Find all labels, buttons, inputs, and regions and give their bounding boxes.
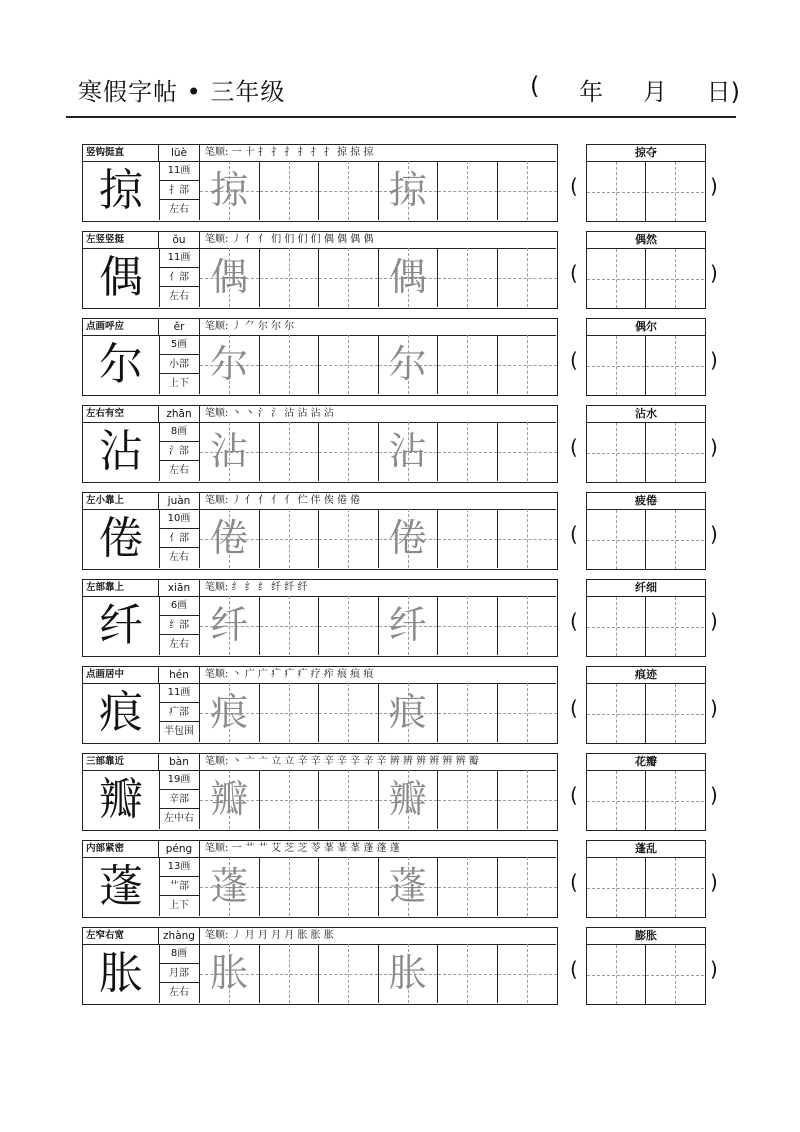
pinyin: hén — [159, 667, 200, 683]
open-paren: ( — [570, 435, 578, 459]
practice-row — [82, 666, 722, 744]
trace-cell — [200, 683, 260, 742]
open-paren: ( — [570, 348, 578, 372]
card-header — [83, 580, 556, 597]
character-info — [159, 509, 200, 568]
trace-cell — [379, 422, 439, 481]
writing-tip: 三部靠近 — [83, 754, 159, 770]
character-info — [159, 248, 200, 307]
word-box — [586, 231, 706, 309]
writing-cell[interactable] — [438, 422, 498, 481]
writing-cell[interactable] — [438, 248, 498, 307]
close-paren: ) — [710, 261, 718, 285]
stroke-count: 5画 — [159, 335, 199, 355]
stroke-order — [205, 580, 555, 596]
word-writing-cell[interactable] — [587, 597, 646, 656]
practice-grid — [200, 596, 557, 655]
character-card — [82, 492, 558, 570]
radical: 月部 — [159, 964, 199, 984]
writing-cell[interactable] — [260, 857, 320, 916]
stroke-order-sequence: 丶 广 广 疒 疒 疒 疗 痄 痕 痕 痕 — [231, 669, 374, 680]
writing-tip: 左竖竖挺 — [83, 232, 159, 248]
structure: 半包围 — [164, 726, 194, 738]
pinyin: zhàng — [159, 928, 200, 944]
word-label: 痕迹 — [587, 667, 705, 684]
card-header — [83, 928, 556, 945]
character-info — [159, 596, 200, 655]
character-info — [159, 857, 200, 916]
word-writing-cell[interactable] — [587, 684, 646, 743]
radical: 亻部 — [159, 268, 199, 288]
card-header — [83, 319, 556, 336]
word-writing-cell[interactable] — [646, 771, 705, 830]
radical: 氵部 — [159, 442, 199, 462]
word-label: 花瓣 — [587, 754, 705, 771]
trace-cell — [379, 509, 439, 568]
writing-cell[interactable] — [260, 161, 320, 220]
trace-cell — [200, 335, 260, 394]
character-card — [82, 144, 558, 222]
writing-cell[interactable] — [438, 857, 498, 916]
open-paren: ( — [570, 696, 578, 720]
pinyin: lüè — [159, 145, 200, 161]
word-writing-cell[interactable] — [646, 684, 705, 743]
word-label: 偶尔 — [587, 319, 705, 336]
character-info — [159, 683, 200, 742]
trace-cell — [379, 857, 439, 916]
trace-character: 胀 — [210, 951, 249, 995]
writing-cell[interactable] — [260, 509, 320, 568]
stroke-order — [205, 232, 555, 248]
practice-grid — [200, 335, 557, 394]
trace-cell — [200, 248, 260, 307]
stroke-order-label: 笔顺: — [205, 234, 229, 245]
word-grid — [587, 597, 705, 656]
trace-character: 偶 — [388, 255, 427, 299]
stroke-order — [205, 841, 555, 857]
stroke-count: 11画 — [159, 161, 199, 181]
trace-character: 痕 — [210, 690, 249, 734]
radical: 艹部 — [159, 877, 199, 897]
writing-tip: 点画居中 — [83, 667, 159, 683]
stroke-order — [205, 145, 555, 161]
word-writing-cell[interactable] — [646, 162, 705, 221]
writing-cell[interactable] — [319, 335, 379, 394]
model-character: 纤 — [83, 596, 160, 655]
pinyin: bàn — [159, 754, 200, 770]
character-info — [159, 944, 200, 1003]
writing-cell[interactable] — [498, 248, 558, 307]
practice-row — [82, 492, 722, 570]
stroke-count: 8画 — [159, 944, 199, 964]
structure: 左右 — [169, 291, 189, 303]
character-card — [82, 927, 558, 1005]
word-writing-cell[interactable] — [587, 249, 646, 308]
trace-character: 尔 — [210, 342, 249, 386]
word-grid — [587, 684, 705, 743]
writing-cell[interactable] — [438, 944, 498, 1003]
word-grid — [587, 945, 705, 1004]
practice-grid — [200, 770, 557, 829]
word-writing-cell[interactable] — [646, 858, 705, 917]
writing-cell[interactable] — [260, 335, 320, 394]
writing-cell[interactable] — [319, 596, 379, 655]
model-character: 沾 — [83, 422, 160, 481]
practice-grid — [200, 422, 557, 481]
practice-row — [82, 840, 722, 918]
practice-row — [82, 144, 722, 222]
pinyin: zhān — [159, 406, 200, 422]
writing-cell[interactable] — [438, 161, 498, 220]
writing-cell[interactable] — [260, 683, 320, 742]
word-grid — [587, 858, 705, 917]
trace-cell — [200, 857, 260, 916]
card-header — [83, 406, 556, 423]
word-writing-cell[interactable] — [587, 510, 646, 569]
writing-cell[interactable] — [498, 422, 558, 481]
trace-character: 纤 — [388, 603, 427, 647]
word-grid — [587, 423, 705, 482]
trace-character: 掠 — [210, 168, 249, 212]
character-card — [82, 318, 558, 396]
open-paren: ( — [570, 174, 578, 198]
close-paren: ) — [710, 348, 718, 372]
model-character: 蓬 — [83, 857, 160, 916]
trace-cell — [379, 335, 439, 394]
word-label: 偶然 — [587, 232, 705, 249]
stroke-order — [205, 754, 555, 770]
writing-cell[interactable] — [438, 770, 498, 829]
word-writing-cell[interactable] — [646, 597, 705, 656]
stroke-order — [205, 406, 555, 422]
model-character: 瓣 — [83, 770, 160, 829]
word-writing-cell[interactable] — [587, 858, 646, 917]
open-paren: ( — [570, 783, 578, 807]
writing-cell[interactable] — [498, 683, 558, 742]
stroke-order-label: 笔顺: — [205, 495, 229, 506]
writing-tip: 竖钩挺直 — [83, 145, 159, 161]
word-label: 沾水 — [587, 406, 705, 423]
word-grid — [587, 510, 705, 569]
word-writing-cell[interactable] — [587, 423, 646, 482]
structure: 左右 — [169, 987, 189, 999]
model-character: 偶 — [83, 248, 160, 307]
word-writing-cell[interactable] — [587, 336, 646, 395]
writing-cell[interactable] — [260, 596, 320, 655]
word-label: 掠夺 — [587, 145, 705, 162]
writing-cell[interactable] — [498, 770, 558, 829]
practice-grid — [200, 161, 557, 220]
trace-cell — [200, 509, 260, 568]
trace-cell — [379, 248, 439, 307]
radical: 亻部 — [159, 529, 199, 549]
character-card — [82, 579, 558, 657]
writing-cell[interactable] — [498, 335, 558, 394]
stroke-order-sequence: 一 艹 艹 艾 芝 芝 苓 莑 莑 莑 蓬 蓬 蓬 — [231, 843, 400, 854]
writing-cell[interactable] — [319, 857, 379, 916]
trace-cell — [379, 770, 439, 829]
trace-cell — [200, 422, 260, 481]
close-paren: ) — [710, 783, 718, 807]
word-box — [586, 753, 706, 831]
writing-tip: 左右有空 — [83, 406, 159, 422]
trace-cell — [200, 596, 260, 655]
trace-character: 蓬 — [210, 864, 249, 908]
word-grid — [587, 336, 705, 395]
trace-character: 倦 — [210, 516, 249, 560]
character-info — [159, 422, 200, 481]
word-grid — [587, 249, 705, 308]
trace-character: 掠 — [388, 168, 427, 212]
character-info — [159, 770, 200, 829]
writing-cell[interactable] — [498, 596, 558, 655]
writing-cell[interactable] — [498, 944, 558, 1003]
practice-grid — [200, 683, 557, 742]
writing-cell[interactable] — [498, 509, 558, 568]
writing-cell[interactable] — [438, 683, 498, 742]
radical: 扌部 — [159, 181, 199, 201]
stroke-order-label: 笔顺: — [205, 582, 229, 593]
word-box — [586, 144, 706, 222]
date-year-label: 年 — [579, 78, 604, 106]
character-card — [82, 840, 558, 918]
structure: 左右 — [169, 639, 189, 651]
structure: 左右 — [169, 465, 189, 477]
close-paren: ) — [710, 174, 718, 198]
practice-row — [82, 405, 722, 483]
trace-cell — [200, 944, 260, 1003]
trace-character: 蓬 — [388, 864, 427, 908]
stroke-order-sequence: 丿 月 月 月 月 胀 胀 胀 — [231, 930, 334, 941]
trace-character: 沾 — [210, 429, 249, 473]
writing-tip: 左窄右宽 — [83, 928, 159, 944]
card-header — [83, 493, 556, 510]
trace-cell — [379, 944, 439, 1003]
word-box — [586, 840, 706, 918]
date-month-label: 月 — [642, 78, 667, 106]
word-writing-cell[interactable] — [646, 510, 705, 569]
writing-cell[interactable] — [260, 944, 320, 1003]
writing-tip: 左小靠上 — [83, 493, 159, 509]
practice-row — [82, 927, 722, 1005]
trace-character: 倦 — [388, 516, 427, 560]
writing-cell[interactable] — [438, 596, 498, 655]
stroke-count: 19画 — [159, 770, 199, 790]
stroke-order — [205, 493, 555, 509]
pinyin: juàn — [159, 493, 200, 509]
word-grid — [587, 162, 705, 221]
open-paren: ( — [570, 609, 578, 633]
pinyin: ěr — [159, 319, 200, 335]
word-label: 纤细 — [587, 580, 705, 597]
close-paren: ) — [710, 435, 718, 459]
date-field — [530, 72, 740, 107]
writing-tip: 点画呼应 — [83, 319, 159, 335]
trace-cell — [200, 161, 260, 220]
structure: 左右 — [169, 204, 189, 216]
close-paren: ) — [710, 609, 718, 633]
close-paren: ) — [710, 870, 718, 894]
writing-cell[interactable] — [319, 770, 379, 829]
trace-character: 尔 — [388, 342, 427, 386]
stroke-order — [205, 928, 555, 944]
date-open-paren: ( — [530, 72, 540, 100]
open-paren: ( — [570, 261, 578, 285]
structure: 左中右 — [164, 813, 194, 825]
open-paren: ( — [570, 870, 578, 894]
model-character: 倦 — [83, 509, 160, 568]
open-paren: ( — [570, 957, 578, 981]
stroke-order-label: 笔顺: — [205, 321, 229, 332]
stroke-order-sequence: 丶 丶 氵 氵 沾 沾 沾 沾 — [231, 408, 334, 419]
stroke-order — [205, 319, 555, 335]
stroke-order-label: 笔顺: — [205, 408, 229, 419]
writing-cell[interactable] — [319, 248, 379, 307]
writing-cell[interactable] — [498, 161, 558, 220]
word-writing-cell[interactable] — [587, 162, 646, 221]
card-header — [83, 754, 556, 771]
trace-cell — [379, 683, 439, 742]
word-box — [586, 579, 706, 657]
structure: 上下 — [169, 900, 189, 912]
card-header — [83, 667, 556, 684]
trace-cell — [379, 161, 439, 220]
close-paren: ) — [710, 957, 718, 981]
writing-cell[interactable] — [319, 422, 379, 481]
word-box — [586, 318, 706, 396]
word-writing-cell[interactable] — [587, 771, 646, 830]
word-box — [586, 492, 706, 570]
radical: 疒部 — [159, 703, 199, 723]
card-header — [83, 232, 556, 249]
model-character: 尔 — [83, 335, 160, 394]
practice-row — [82, 231, 722, 309]
page-title: 寒假字帖 • 三年级 — [78, 78, 286, 106]
character-card — [82, 231, 558, 309]
word-label: 膨胀 — [587, 928, 705, 945]
writing-tip: 左部靠上 — [83, 580, 159, 596]
writing-cell[interactable] — [260, 422, 320, 481]
practice-grid — [200, 509, 557, 568]
radical: 小部 — [159, 355, 199, 375]
writing-cell[interactable] — [319, 161, 379, 220]
character-card — [82, 666, 558, 744]
word-writing-cell[interactable] — [587, 945, 646, 1004]
writing-cell[interactable] — [319, 944, 379, 1003]
word-writing-cell[interactable] — [646, 945, 705, 1004]
writing-cell[interactable] — [438, 509, 498, 568]
stroke-order-label: 笔顺: — [205, 756, 229, 767]
stroke-count: 6画 — [159, 596, 199, 616]
date-day-label: 日) — [706, 78, 740, 106]
stroke-order-label: 笔顺: — [205, 147, 229, 158]
word-box — [586, 405, 706, 483]
stroke-order-sequence: 一 十 扌 扌 扌 扌 扌 扌 掠 掠 掠 — [231, 147, 374, 158]
model-character: 掠 — [83, 161, 160, 220]
radical: 纟部 — [159, 616, 199, 636]
stroke-order — [205, 667, 555, 683]
word-label: 蓬乱 — [587, 841, 705, 858]
structure: 上下 — [169, 378, 189, 390]
writing-tip: 内部紧密 — [83, 841, 159, 857]
close-paren: ) — [710, 522, 718, 546]
stroke-count: 13画 — [159, 857, 199, 877]
model-character: 胀 — [83, 944, 160, 1003]
stroke-order-sequence: 丿 亻 亻 们 们 们 们 偶 偶 偶 偶 — [231, 234, 374, 245]
stroke-order-sequence: 丿 ⺈ 尔 尔 尔 — [231, 321, 295, 332]
character-info — [159, 335, 200, 394]
word-writing-cell[interactable] — [646, 249, 705, 308]
writing-cell[interactable] — [260, 770, 320, 829]
practice-grid — [200, 944, 557, 1003]
stroke-order-sequence: 丶 亠 亠 立 立 辛 辛 辛 辛 辛 辛 辛 辨 辨 辨 辨 辨 辨 瓣 — [231, 756, 479, 767]
stroke-count: 10画 — [159, 509, 199, 529]
card-header — [83, 145, 556, 162]
stroke-order-label: 笔顺: — [205, 843, 229, 854]
trace-character: 痕 — [388, 690, 427, 734]
stroke-count: 11画 — [159, 248, 199, 268]
practice-grid — [200, 248, 557, 307]
pinyin: péng — [159, 841, 200, 857]
close-paren: ) — [710, 696, 718, 720]
writing-cell[interactable] — [498, 857, 558, 916]
card-header — [83, 841, 556, 858]
practice-row — [82, 753, 722, 831]
stroke-order-label: 笔顺: — [205, 669, 229, 680]
writing-cell[interactable] — [438, 335, 498, 394]
trace-cell — [200, 770, 260, 829]
model-character: 痕 — [83, 683, 160, 742]
character-card — [82, 405, 558, 483]
practice-grid — [200, 857, 557, 916]
stroke-order-label: 笔顺: — [205, 930, 229, 941]
writing-cell[interactable] — [260, 248, 320, 307]
character-info — [159, 161, 200, 220]
trace-cell — [379, 596, 439, 655]
open-paren: ( — [570, 522, 578, 546]
pinyin: ǒu — [159, 232, 200, 248]
header-rule — [66, 116, 736, 118]
trace-character: 沾 — [388, 429, 427, 473]
writing-cell[interactable] — [319, 683, 379, 742]
structure: 左右 — [169, 552, 189, 564]
stroke-order-sequence: 丿 亻 亻 亻 亻 伫 伴 俟 倦 倦 — [231, 495, 361, 506]
trace-character: 偶 — [210, 255, 249, 299]
trace-character: 瓣 — [210, 777, 249, 821]
trace-character: 瓣 — [388, 777, 427, 821]
word-writing-cell[interactable] — [646, 423, 705, 482]
practice-row — [82, 579, 722, 657]
pinyin: xiān — [159, 580, 200, 596]
word-grid — [587, 771, 705, 830]
radical: 辛部 — [159, 790, 199, 810]
writing-cell[interactable] — [319, 509, 379, 568]
trace-character: 纤 — [210, 603, 249, 647]
stroke-count: 8画 — [159, 422, 199, 442]
word-label: 疲倦 — [587, 493, 705, 510]
character-card — [82, 753, 558, 831]
word-writing-cell[interactable] — [646, 336, 705, 395]
stroke-count: 11画 — [159, 683, 199, 703]
word-box — [586, 927, 706, 1005]
word-box — [586, 666, 706, 744]
stroke-order-sequence: 纟 纟 纟 纤 纤 纤 — [231, 582, 308, 593]
trace-character: 胀 — [388, 951, 427, 995]
practice-row — [82, 318, 722, 396]
